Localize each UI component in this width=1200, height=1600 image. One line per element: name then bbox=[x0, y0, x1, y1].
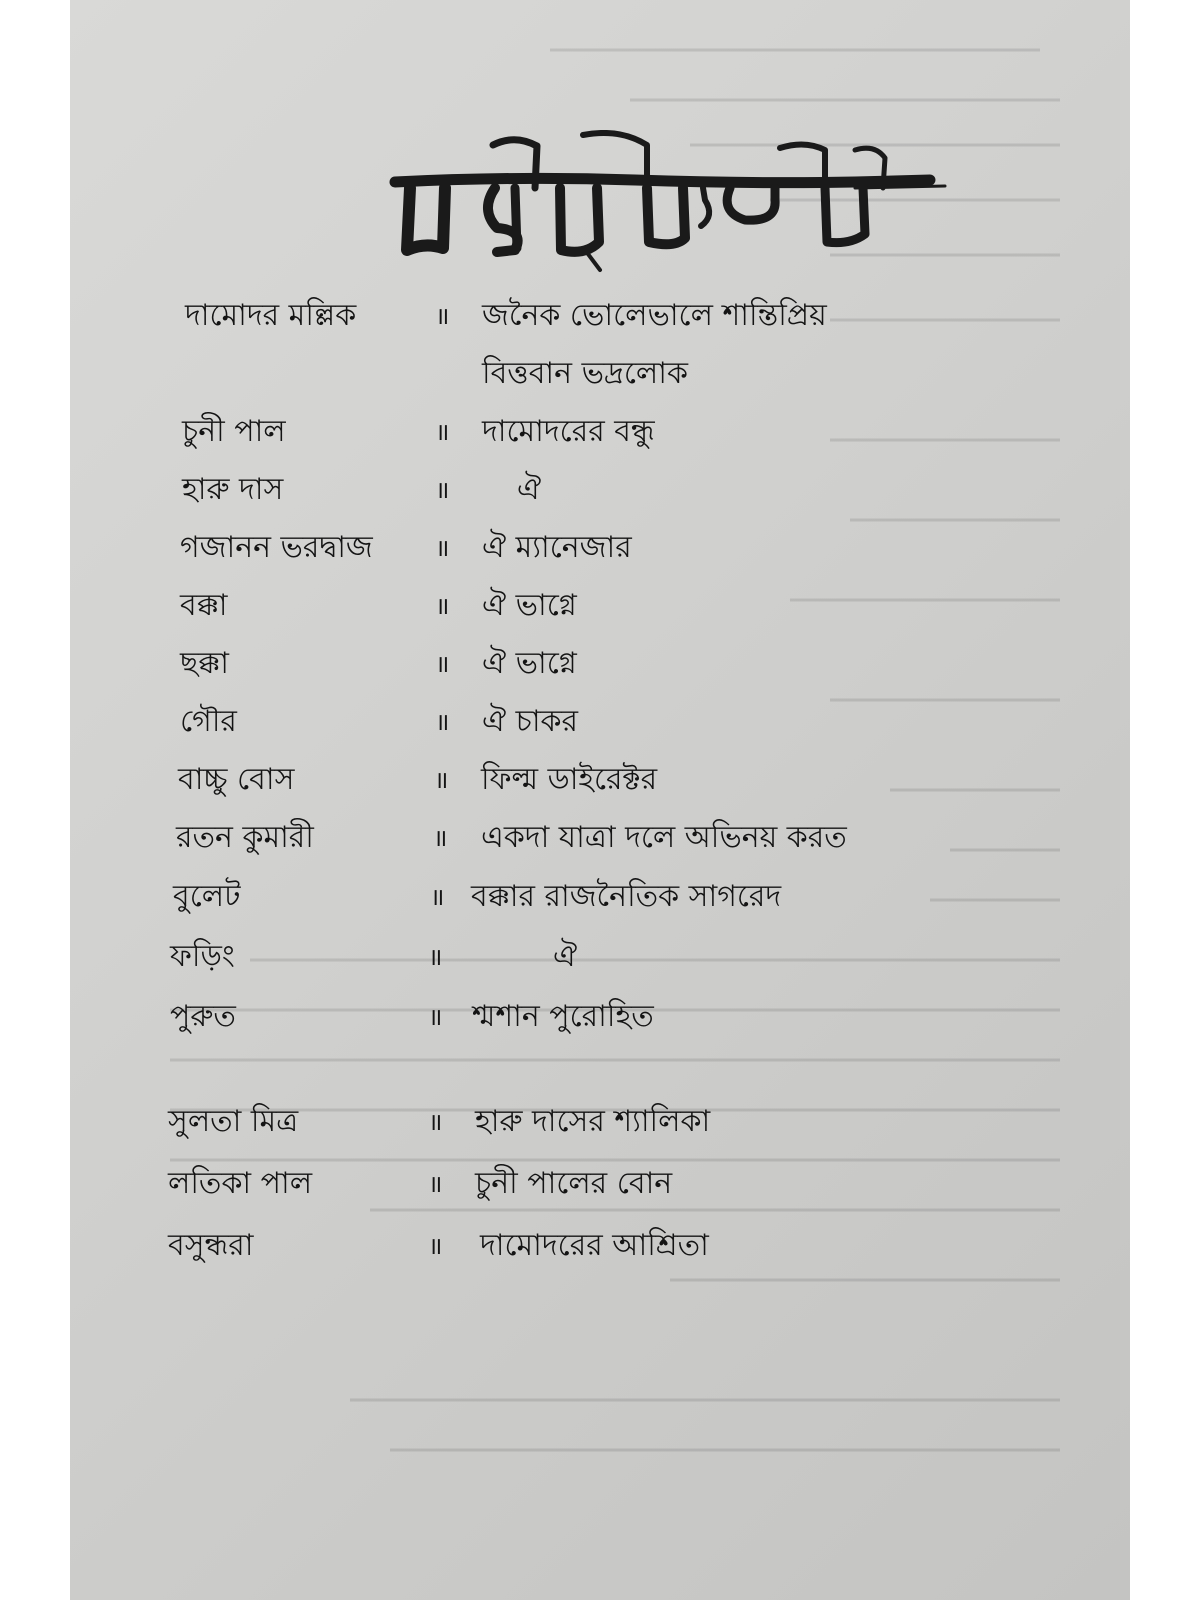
cast-row bbox=[168, 1160, 1028, 1208]
character-description: ফিল্ম ডাইরেক্টর bbox=[481, 762, 658, 797]
separator-mark: ॥ bbox=[428, 943, 443, 971]
character-description: বিত্তবান ভদ্রলোক bbox=[482, 356, 688, 391]
title-decorative bbox=[385, 130, 965, 280]
character-name: ছক্কা bbox=[180, 646, 229, 681]
cast-row bbox=[182, 466, 1042, 514]
separator-mark: ॥ bbox=[428, 1232, 443, 1260]
character-name: ফড়িং bbox=[170, 939, 235, 974]
cast-row bbox=[170, 933, 1030, 981]
separator-mark: ॥ bbox=[435, 650, 450, 678]
character-description: ঐ ম্যানেজার bbox=[482, 530, 632, 565]
cast-row bbox=[185, 292, 1045, 340]
cast-row bbox=[182, 408, 1042, 456]
cast-row-continuation bbox=[185, 350, 1045, 398]
character-name: বুলেট bbox=[173, 879, 241, 914]
character-description: শ্মশান পুরোহিত bbox=[472, 999, 654, 1034]
separator-mark: ॥ bbox=[435, 418, 450, 446]
separator-mark: ॥ bbox=[434, 766, 449, 794]
title-lettering-art bbox=[385, 130, 965, 280]
character-description: ঐ ভাগ্নে bbox=[482, 588, 577, 623]
cast-row bbox=[180, 582, 1040, 630]
cast-row bbox=[180, 698, 1040, 746]
character-name: দামোদর মল্লিক bbox=[185, 298, 357, 333]
character-description: ঐ bbox=[553, 939, 578, 974]
character-description: জনৈক ভোলেভালে শান্তিপ্রিয় bbox=[482, 298, 827, 333]
character-name: বসুন্ধরা bbox=[168, 1228, 254, 1263]
character-name: রতন কুমারী bbox=[176, 820, 314, 855]
cast-row bbox=[176, 814, 1056, 862]
character-description: ঐ bbox=[517, 472, 542, 507]
separator-mark: ॥ bbox=[435, 592, 450, 620]
book-page bbox=[70, 0, 1130, 1600]
character-description: দামোদরের আশ্রিতা bbox=[480, 1228, 709, 1263]
separator-mark: ॥ bbox=[435, 302, 450, 330]
cast-row bbox=[173, 873, 1033, 921]
character-name: বাচ্চু বোস bbox=[178, 762, 295, 797]
character-name: লতিকা পাল bbox=[168, 1166, 313, 1201]
separator-mark: ॥ bbox=[435, 708, 450, 736]
character-name: গৌর bbox=[180, 704, 237, 739]
cast-row bbox=[168, 1222, 1028, 1270]
character-description: বক্কার রাজনৈতিক সাগরেদ bbox=[471, 879, 782, 914]
cast-row bbox=[168, 1098, 1028, 1146]
character-description: ঐ চাকর bbox=[482, 704, 579, 739]
cast-row bbox=[170, 993, 1030, 1041]
cast-row bbox=[180, 640, 1040, 688]
separator-mark: ॥ bbox=[435, 476, 450, 504]
separator-mark: ॥ bbox=[428, 1170, 443, 1198]
character-description: ঐ ভাগ্নে bbox=[482, 646, 577, 681]
character-name: বক্কা bbox=[180, 588, 228, 623]
cast-row bbox=[178, 756, 1038, 804]
separator-mark: ॥ bbox=[433, 824, 448, 852]
cast-row bbox=[180, 524, 1040, 572]
separator-mark: ॥ bbox=[430, 883, 445, 911]
character-name: সুলতা মিত্র bbox=[168, 1104, 299, 1139]
separator-mark: ॥ bbox=[428, 1108, 443, 1136]
character-name: হারু দাস bbox=[182, 472, 284, 507]
character-name: গজানন ভরদ্বাজ bbox=[180, 530, 373, 565]
character-name: চুনী পাল bbox=[182, 414, 286, 449]
separator-mark: ॥ bbox=[428, 1003, 443, 1031]
character-description: চুনী পালের বোন bbox=[475, 1166, 673, 1201]
character-description: দামোদরের বন্ধু bbox=[482, 414, 655, 449]
character-description: হারু দাসের শ্যালিকা bbox=[475, 1104, 711, 1139]
character-description: একদা যাত্রা দলে অভিনয় করত bbox=[481, 820, 847, 855]
separator-mark: ॥ bbox=[435, 534, 450, 562]
character-name: পুরুত bbox=[170, 999, 236, 1034]
